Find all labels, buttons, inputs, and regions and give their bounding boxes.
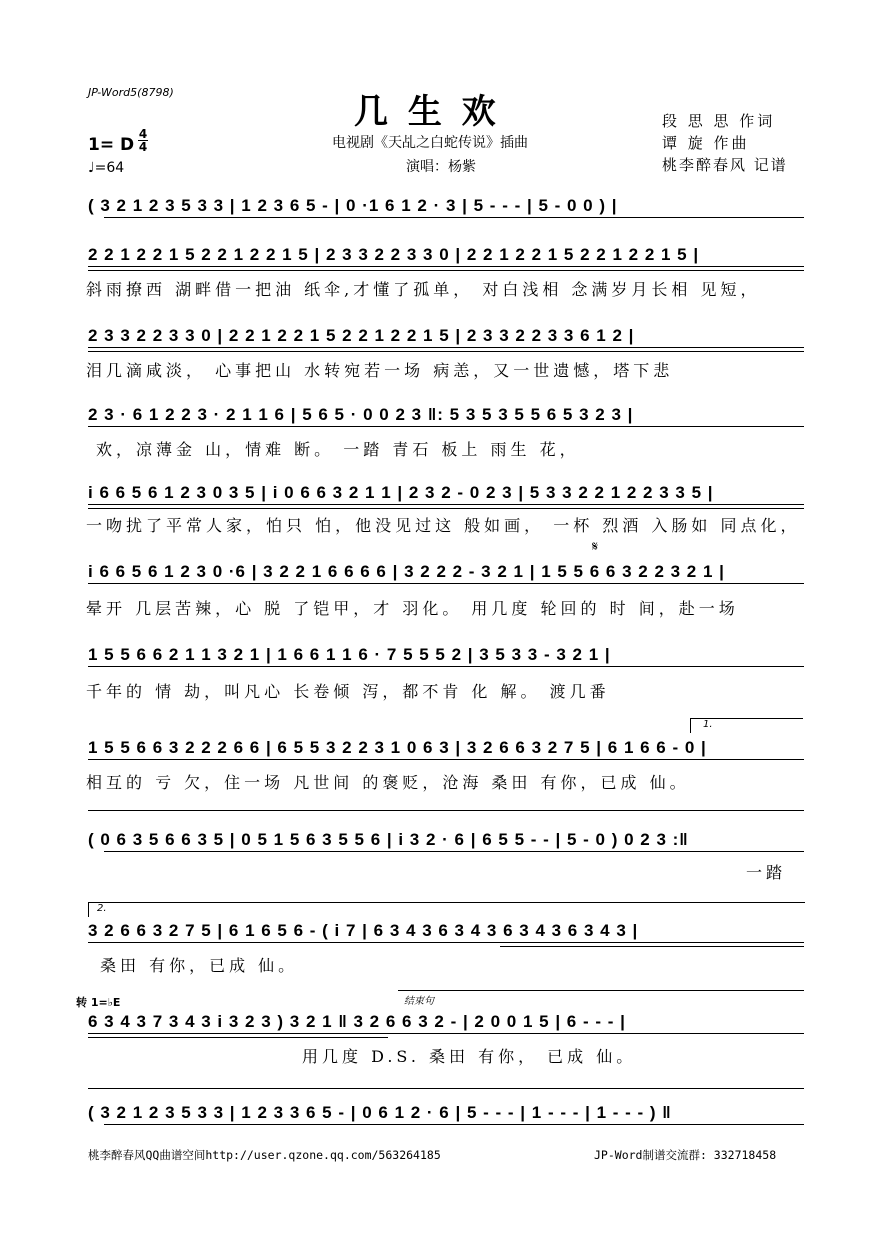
beam-line xyxy=(88,347,804,348)
notation-line-10: 3 2 6 6 3 2 7 5 | 6 1 6 5 6 - ( i 7 | 6 3 4 3 6 3 4 3 6 3 4 3 6 3 4 3 | xyxy=(88,921,639,940)
modulation-marking: 转 1=♭E xyxy=(76,996,121,1009)
beam-line xyxy=(500,946,804,947)
notation-line-1: ( 3 2 1 2 3 5 3 3 | 1 2 3 6 5 - | 0 ·1 6 1 2 · 3 | 5 - - - | 5 - 0 0 ) | xyxy=(88,196,618,215)
section-rule xyxy=(88,1088,804,1089)
beam-line xyxy=(88,1037,388,1038)
notation-line-3: 2 3 3 2 2 3 3 0 | 2 2 1 2 2 1 5 2 2 1 2 2 1 5 | 2 3 3 2 2 3 3 6 1 2 | xyxy=(88,326,635,345)
key-signature: 1= D xyxy=(88,135,135,155)
volta-1-label: 1. xyxy=(703,719,713,730)
beam-line xyxy=(88,351,804,352)
composer-credit: 谭 旋 作曲 xyxy=(662,134,750,152)
software-label: JP-Word5(8798) xyxy=(88,86,174,99)
beam-line xyxy=(88,426,804,427)
notation-line-9: ( 0 6 3 5 6 6 3 5 | 0 5 1 5 6 3 5 5 6 | i 3 2 · 6 | 6 5 5 - - | 5 - 0 ) 0 2 3 :‖ xyxy=(88,830,689,849)
beam-line xyxy=(88,942,804,943)
volta-2-label: 2. xyxy=(97,903,107,914)
tempo-marking: ♩=64 xyxy=(88,160,125,176)
notation-line-12: ( 3 2 1 2 3 5 3 3 | 1 2 3 3 6 5 - | 0 6 1 2 · 6 | 5 - - - | 1 - - - | 1 - - - ) ‖ xyxy=(88,1103,672,1122)
notation-line-6: i 6 6 5 6 1 2 3 0 ·6 | 3 2 2 1 6 6 6 6 | 3 2 2 2 - 3 2 1 | 1 5 5 6 6 3 2 2 3 2 1 | xyxy=(88,562,725,581)
lyric-line-10: 桑田 有你，已成 仙。 xyxy=(100,956,299,975)
lyric-line-2: 斜雨撩西 湖畔借一把油 纸伞,才懂了孤单， 对白浅相 念满岁月长相 见短， xyxy=(86,280,761,299)
beam-line xyxy=(88,759,804,760)
ending-bracket xyxy=(398,990,804,991)
transcriber-credit: 桃李醉春风 记谱 xyxy=(662,156,788,174)
lyric-line-4: 欢，凉薄金 山，情难 断。 一踏 青石 板上 雨生 花， xyxy=(96,440,580,459)
beam-line xyxy=(88,508,804,509)
singer: 演唱：杨紫 xyxy=(406,159,476,175)
beam-line xyxy=(88,504,804,505)
notation-line-8: 1 5 5 6 6 3 2 2 2 6 6 | 6 5 5 3 2 2 3 1 0 6 3 | 3 2 6 6 3 2 7 5 | 6 1 6 6 - 0 | xyxy=(88,738,707,757)
segno-sign: 𝄋 xyxy=(592,539,599,555)
volta-extension xyxy=(88,810,804,811)
volta-2 xyxy=(88,902,805,917)
beam-line xyxy=(88,1033,804,1034)
footer-website: 桃李醉春风QQ曲谱空间http://user.qzone.qq.com/563264185 xyxy=(88,1148,441,1162)
lyric-line-11: 用几度 D.S. 桑田 有你， 已成 仙。 xyxy=(302,1047,637,1066)
lyric-line-6: 晕开 几层苦辣，心 脱 了铠甲，才 羽化。 用几度 轮回的 时 间，赴一场 xyxy=(86,599,739,618)
beam-line xyxy=(88,583,804,584)
time-sig-top: 4 xyxy=(138,127,148,141)
page-title: 几 生 欢 xyxy=(354,92,500,132)
time-signature xyxy=(138,128,148,153)
subtitle: 电视剧《天乩之白蛇传说》插曲 xyxy=(332,135,528,151)
lyric-line-9: 一踏 xyxy=(746,863,787,882)
notation-line-4: 2 3 · 6 1 2 2 3 · 2 1 1 6 | 5 6 5 · 0 0 2 3 ‖: 5 3 5 3 5 5 6 5 3 2 3 | xyxy=(88,405,634,424)
volta-1 xyxy=(690,718,803,733)
time-sig-bottom: 4 xyxy=(138,140,148,154)
beam-line xyxy=(104,851,804,852)
beam-line xyxy=(104,217,804,218)
lyric-line-5: 一吻扰了平常人家，怕只 怕，他没见过这 般如画， 一杯 烈酒 入肠如 同点化， xyxy=(86,516,801,535)
lyric-line-3: 泪几滴咸淡， 心事把山 水转宛若一场 病恙，又一世遗憾，塔下悲 xyxy=(86,361,674,380)
beam-line xyxy=(104,1124,804,1125)
footer-group: JP-Word制谱交流群: 332718458 xyxy=(594,1148,777,1162)
notation-line-11: 6 3 4 3 7 3 4 3 i 3 2 3 ) 3 2 1 ‖ 3 2 6 6 3 2 - | 2 0 0 1 5 | 6 - - - | xyxy=(88,1012,626,1031)
notation-line-7: 1 5 5 6 6 2 1 1 3 2 1 | 1 6 6 1 1 6 · 7 5 5 5 2 | 3 5 3 3 - 3 2 1 | xyxy=(88,645,611,664)
lyric-line-8: 相互的 亏 欠，住一场 凡世间 的褒贬，沧海 桑田 有你，已成 仙。 xyxy=(86,773,690,792)
notation-line-2: 2 2 1 2 2 1 5 2 2 1 2 2 1 5 | 2 3 3 2 2 3 3 0 | 2 2 1 2 2 1 5 2 2 1 2 2 1 5 | xyxy=(88,245,700,264)
lyricist-credit: 段 思 思 作词 xyxy=(662,112,776,130)
beam-line xyxy=(88,270,804,271)
notation-line-5: i 6 6 5 6 1 2 3 0 3 5 | i 0 6 6 3 2 1 1 | 2 3 2 - 0 2 3 | 5 3 3 2 2 1 2 2 3 3 5 | xyxy=(88,483,714,502)
ending-label: 结束句 xyxy=(404,996,434,1007)
lyric-line-7: 千年的 情 劫，叫凡心 长卷倾 泻，都不肯 化 解。 渡几番 xyxy=(86,682,610,701)
beam-line xyxy=(88,266,804,267)
beam-line xyxy=(88,666,804,667)
